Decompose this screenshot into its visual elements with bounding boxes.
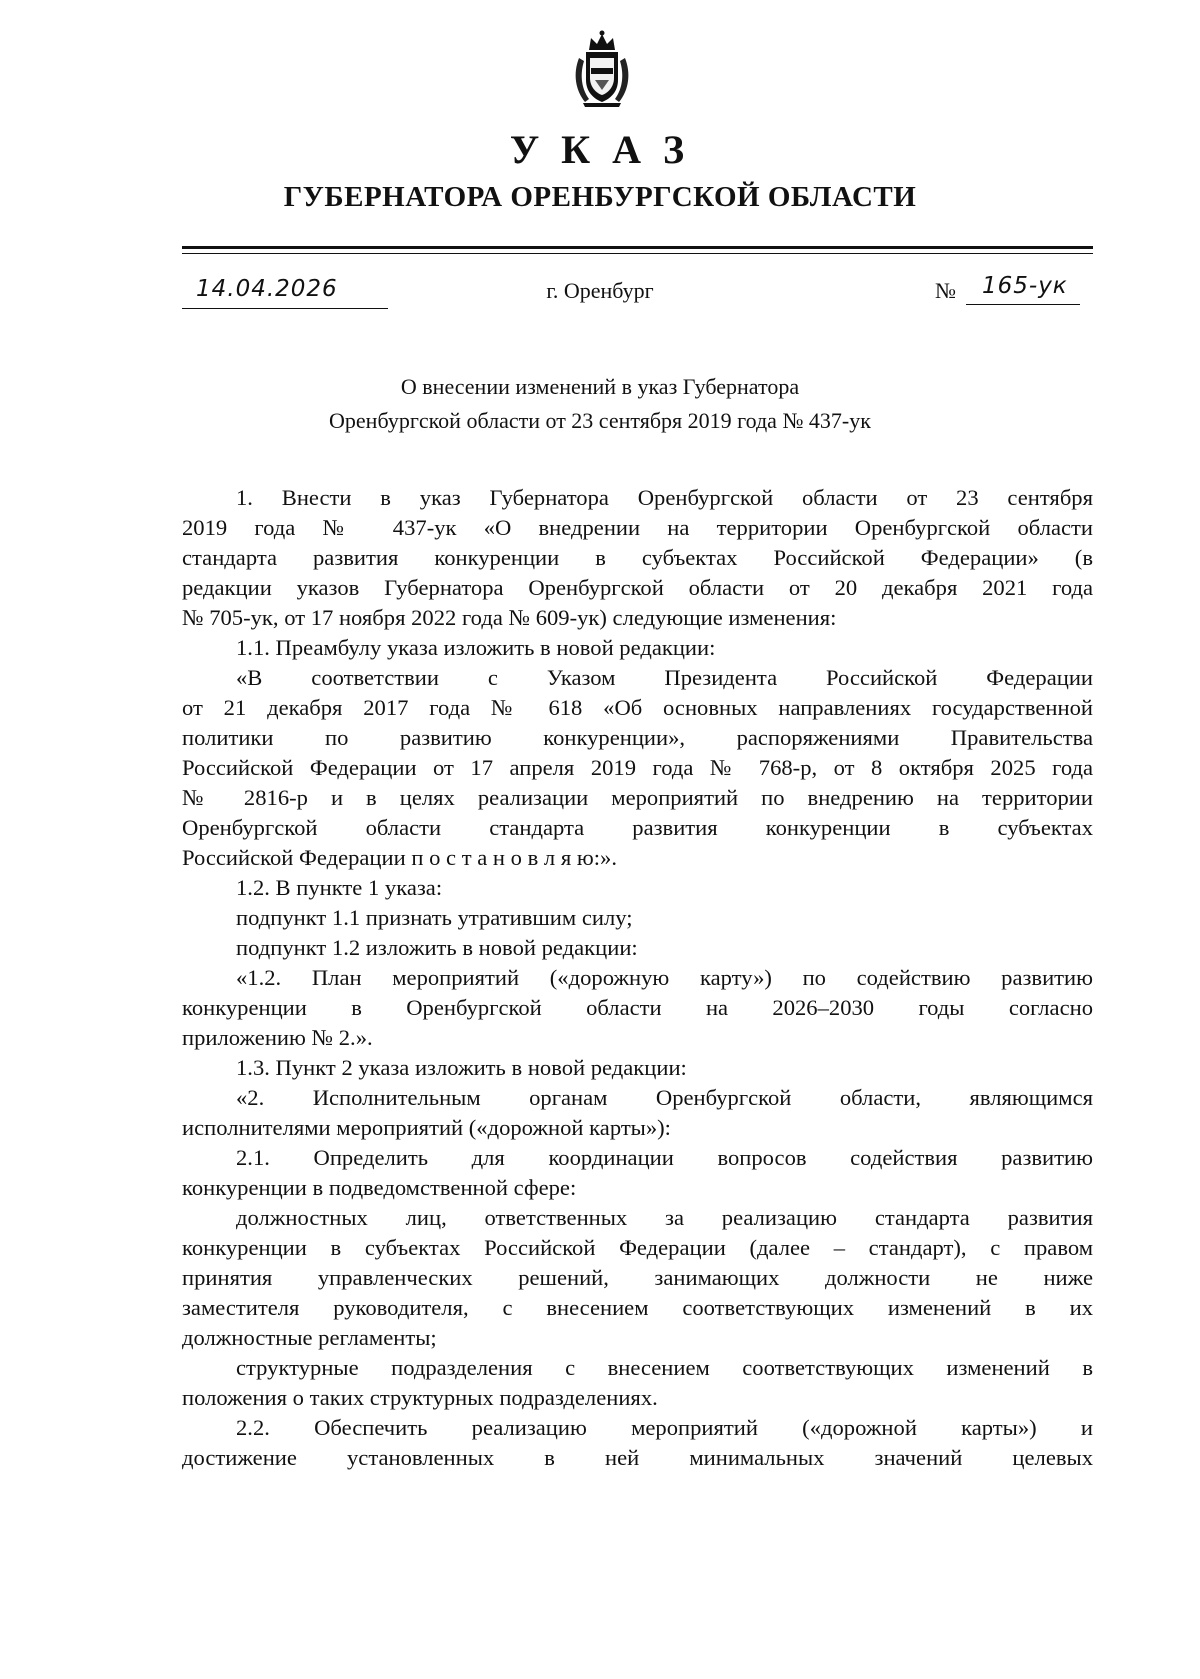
body-line: 2.2. Обеспечить реализацию мероприятий («дорожной карты») и <box>236 1415 1093 1440</box>
date-underline <box>182 308 388 309</box>
body-line: стандарта развития конкуренции в субъектах Российской Федерации» (в <box>182 545 1093 570</box>
coat-of-arms-icon <box>569 28 635 108</box>
body-line: политики по развитию конкуренции», распоряжениями Правительства <box>182 725 1093 750</box>
body-line: положения о таких структурных подразделениях. <box>182 1385 658 1410</box>
decree-title: У К А З <box>509 127 691 172</box>
body-line: № 705-ук, от 17 ноября 2022 года № 609-ук) следующие изменения: <box>182 605 837 630</box>
body-line: конкуренции в Оренбургской области на 2026–2030 годы согласно <box>182 995 1093 1020</box>
body-line: 1.2. В пункте 1 указа: <box>236 875 443 900</box>
body-line: достижение установленных в ней минимальных значений целевых <box>182 1445 1093 1470</box>
body-line: заместителя руководителя, с внесением соответствующих изменений в их <box>182 1295 1093 1320</box>
header-rule-thick <box>182 246 1093 249</box>
body-line: от 21 декабря 2017 года № 618 «Об основных направлениях государственной <box>182 695 1093 720</box>
document-date: 14.04.2026 <box>196 276 338 302</box>
decree-issuer: ГУБЕРНАТОРА ОРЕНБУРГСКОЙ ОБЛАСТИ <box>283 181 917 213</box>
document-city: г. Оренбург <box>546 278 654 303</box>
body-line: исполнителями мероприятий («дорожной карты»): <box>182 1115 671 1140</box>
body-line: «1.2. План мероприятий («дорожную карту») по содействию развитию <box>236 965 1093 990</box>
body-line: конкуренции в подведомственной сфере: <box>182 1175 577 1200</box>
body-line: 1.3. Пункт 2 указа изложить в новой редакции: <box>236 1055 687 1080</box>
body-line: Оренбургской области стандарта развития конкуренции в субъектах <box>182 815 1093 840</box>
subject-line: О внесении изменений в указ Губернатора <box>400 374 800 399</box>
body-line: подпункт 1.2 изложить в новой редакции: <box>236 935 638 960</box>
body-line: № 2816-р и в целях реализации мероприятий по внедрению на территории <box>182 785 1093 810</box>
document-number: 165-ук <box>982 273 1068 299</box>
body-line: должностные регламенты; <box>182 1325 437 1350</box>
body-line: «2. Исполнительным органам Оренбургской области, являющимся <box>236 1085 1093 1110</box>
body-line: редакции указов Губернатора Оренбургской области от 20 декабря 2021 года <box>182 575 1093 600</box>
body-line: 1.1. Преамбулу указа изложить в новой редакции: <box>236 635 716 660</box>
body-line: 2.1. Определить для координации вопросов содействия развитию <box>236 1145 1093 1170</box>
subject-line: Оренбургской области от 23 сентября 2019 года № 437-ук <box>329 408 871 433</box>
header-rule-thin <box>182 253 1093 254</box>
number-label: № <box>935 278 956 303</box>
body-line: должностных лиц, ответственных за реализацию стандарта развития <box>236 1205 1093 1230</box>
body-line: Российской Федерации п о с т а н о в л я ю:». <box>182 845 617 870</box>
body-line: Российской Федерации от 17 апреля 2019 года № 768-р, от 8 октября 2025 года <box>182 755 1093 780</box>
body-line: подпункт 1.1 признать утратившим силу; <box>236 905 633 930</box>
body-line: «В соответствии с Указом Президента Российской Федерации <box>236 665 1093 690</box>
body-line: конкуренции в субъектах Российской Федерации (далее – стандарт), с правом <box>182 1235 1093 1260</box>
body-line: принятия управленческих решений, занимающих должности не ниже <box>182 1265 1093 1290</box>
body-line: 2019 года № 437-ук «О внедрении на территории Оренбургской области <box>182 515 1093 540</box>
body-line: приложению № 2.». <box>182 1025 373 1050</box>
body-line: 1. Внести в указ Губернатора Оренбургской области от 23 сентября <box>236 485 1093 510</box>
body-line: структурные подразделения с внесением соответствующих изменений в <box>236 1355 1093 1380</box>
number-underline <box>966 304 1080 305</box>
